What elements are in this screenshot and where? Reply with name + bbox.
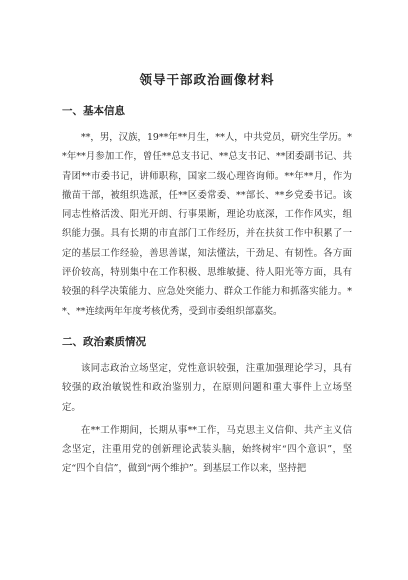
section-heading: 一、基本信息 — [62, 105, 125, 117]
document-title: 领导干部政治画像材料 — [139, 72, 275, 87]
paragraph: 在**工作期间，长期从事**工作，马克思主义信仰、共产主义信念坚定，注重用党的创新理论武装头脑，始终树牢“四个意识”，坚定“四个自信”，做到“两个维护”。到基层工作以来，坚持把 — [62, 424, 352, 475]
section-basic-info — [62, 104, 352, 321]
paragraph: **，男，汉族，19**年**月生，**人，中共党员，研究生学历。**年**月参加工作，曾任**总支书记、**总支书记、**团委副书记、共青团**市委书记，讲师职称，国家二级心理咨询师。**年**月，作为撤苗干部，被组织选派，任**区委常委、**部长、**乡党委书记。该同志性格活泼、阳光开朗、行事果断，理论功底深，工作作风实，组织能力强。具有长期的市直部门工作经历，并在扶贫工作中积累了一定的基层工作经验，善思善谋，知法懂法，干劲足、有韧性。各方面评价较高，特别集中在工作积极、思维敏捷、待人阳光等方面，具有较强的科学决策能力、应急处突能力、群众工作能力和抓落实能力。**、**连续两年年度考核优秀，受到市委组织部嘉奖。 — [62, 132, 352, 317]
section-heading: 二、政治素质情况 — [62, 335, 146, 348]
paragraph: 该同志政治立场坚定，党性意识较强，注重加强理论学习，具有较强的政治敏锐性和政治鉴别力，在原则问题和重大事件上立场坚定。 — [62, 362, 352, 413]
section-political-quality — [62, 335, 352, 479]
